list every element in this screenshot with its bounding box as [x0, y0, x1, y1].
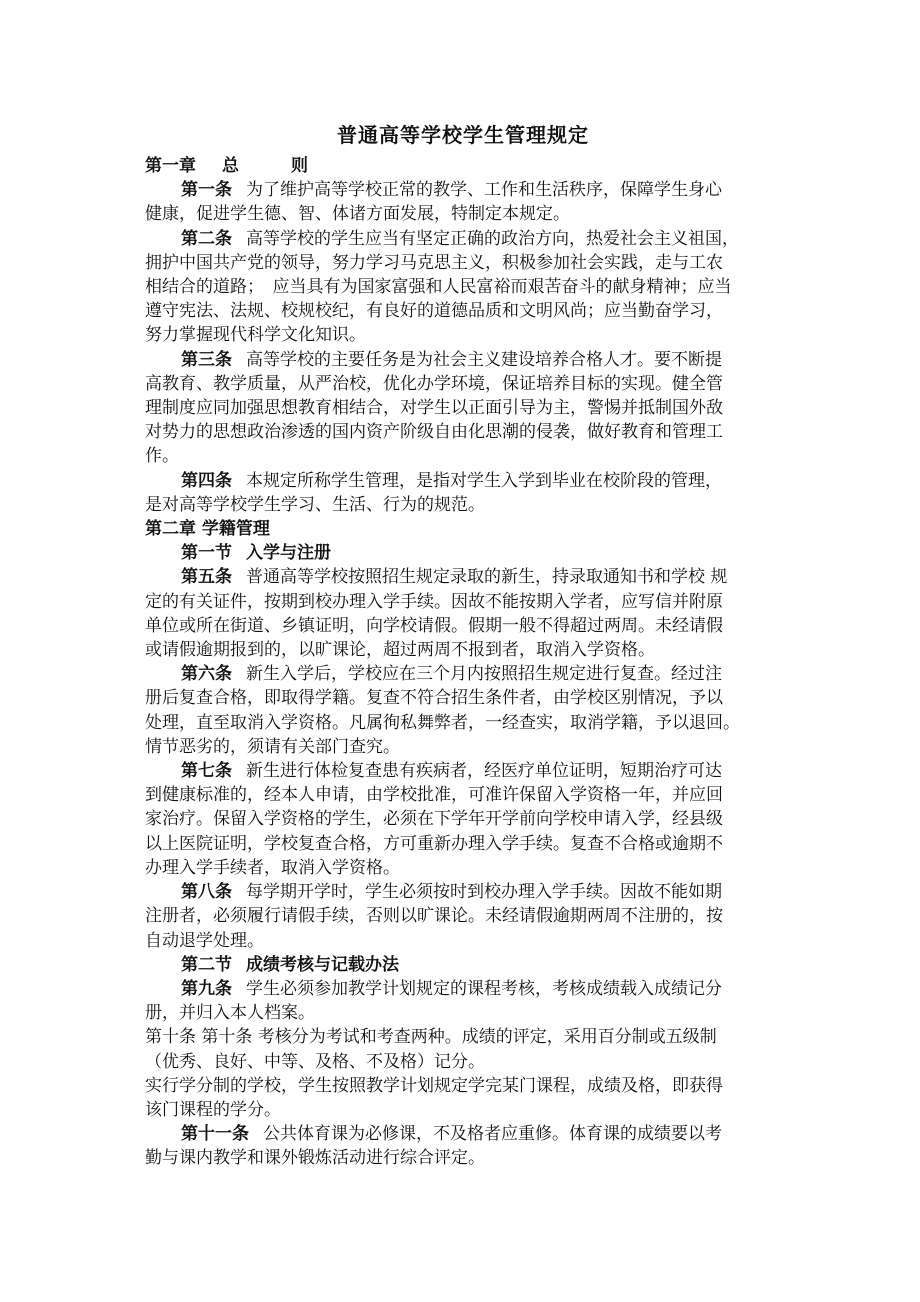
article-3-label: 第三条	[181, 349, 232, 370]
article-1-label: 第一条	[181, 180, 232, 201]
article-10-line-4: 该门课程的学分。	[145, 1099, 281, 1120]
chapter-1-title-part-1: 总	[222, 156, 239, 176]
article-6-line-2: 册后复查合格，即取得学籍。复查不符合招生条件者，由学校区别情况，予以	[145, 688, 723, 709]
article-1-line-2: 健康，促进学生德、智、体诸方面发展，特制定本规定。	[145, 204, 570, 225]
article-7-label: 第七条	[181, 761, 232, 782]
article-11-line-1: 第十一条 公共体育课为必修课，不及格者应重修。体育课的成绩要以考	[181, 1124, 722, 1145]
article-5-label: 第五条	[181, 567, 232, 588]
document-title: 普通高等学校学生管理规定	[337, 123, 589, 147]
article-3-line-5: 作。	[145, 446, 179, 467]
article-6-label: 第六条	[181, 664, 232, 685]
article-2-label: 第二条	[181, 228, 232, 249]
article-6-line-3: 处理，直至取消入学资格。凡属徇私舞弊者，一经查实，取消学籍，予以退回。	[145, 712, 740, 733]
section-1-label: 第一节	[181, 543, 232, 564]
article-5-line-1: 第五条 普通高等学校按照招生规定录取的新生，持录取通知书和学校 规	[181, 567, 728, 588]
article-4-label: 第四条	[181, 470, 232, 491]
article-7-line-2: 到健康标准的，经本人申请，由学校批准，可准许保留入学资格一年，并应回	[145, 785, 723, 806]
article-4-line-2: 是对高等学校学生学习、生活、行为的规范。	[145, 494, 485, 515]
section-1-heading	[145, 541, 781, 565]
article-10-line-1: 第十条 第十条 考核分为考试和考查两种。成绩的评定，采用百分制或五级制	[145, 1027, 717, 1048]
section-1-title: 入学与注册	[246, 543, 331, 564]
article-10-line-3: 实行学分制的学校，学生按照教学计划规定学完某门课程，成绩及格，即获得	[145, 1075, 723, 1096]
article-10-line-2: （优秀、良好、中等、及格、不及格）记分。	[145, 1051, 485, 1072]
article-1-line-1: 第一条 为了维护高等学校正常的教学、工作和生活秩序，保障学生身心	[181, 180, 722, 201]
section-2-title: 成绩考核与记载办法	[246, 954, 399, 975]
article-11-label: 第十一条	[181, 1124, 249, 1145]
chapter-2-heading: 第二章 学籍管理	[145, 519, 270, 540]
section-2-heading	[145, 953, 781, 977]
article-9-line-2: 册，并归入本人档案。	[145, 1003, 315, 1024]
chapter-1-heading	[145, 154, 781, 178]
article-9-label: 第九条	[181, 978, 232, 999]
article-3-line-3: 理制度应同加强思想教育相结合，对学生以正面引导为主，警惕并抵制国外敌	[145, 398, 723, 419]
article-7-line-4: 以上医院证明，学校复查合格，方可重新办理入学手续。复查不合格或逾期不	[145, 833, 723, 854]
article-5-line-4: 或请假逾期报到的，以旷课论，超过两周不报到者，取消入学资格。	[145, 640, 655, 661]
article-2-line-2: 拥护中国共产党的领导，努力学习马克思主义，积极参加社会实践，走与工农	[145, 252, 723, 273]
article-8-line-1: 第八条 每学期开学时，学生必须按时到校办理入学手续。因故不能如期	[181, 882, 722, 903]
article-5-line-3: 单位或所在街道、乡镇证明，向学校请假。假期一般不得超过两周。未经请假	[145, 615, 723, 636]
article-3-line-4: 对势力的思想政治渗透的国内资产阶级自由化思潮的侵袭，做好教育和管理工	[145, 422, 723, 443]
article-2-line-5: 努力掌握现代科学文化知识。	[145, 325, 366, 346]
article-3-line-1: 第三条 高等学校的主要任务是为社会主义建设培养合格人才。要不断提	[181, 349, 722, 370]
article-3-line-2: 高教育、教学质量，从严治校，优化办学环境，保证培养目标的实现。健全管	[145, 373, 723, 394]
article-4-line-1: 第四条 本规定所称学生管理，是指对学生入学到毕业在校阶段的管理，	[181, 470, 722, 491]
article-6-line-1: 第六条 新生入学后，学校应在三个月内按照招生规定进行复查。经过注	[181, 664, 722, 685]
article-8-label: 第八条	[181, 882, 232, 903]
chapter-1-title-part-2: 则	[291, 156, 308, 176]
article-2-line-4: 遵守宪法、法规、校规校纪，有良好的道德品质和文明风尚；应当勤奋学习，	[145, 301, 723, 322]
article-11-line-2: 勤与课内教学和课外锻炼活动进行综合评定。	[145, 1148, 485, 1169]
article-7-line-3: 家治疗。保留入学资格的学生，必须在下学年开学前向学校申请入学，经县级	[145, 809, 723, 830]
article-8-line-2: 注册者，必须履行请假手续，否则以旷课论。未经请假逾期两周不注册的，按	[145, 906, 723, 927]
article-5-line-2: 定的有关证件，按期到校办理入学手续。因故不能按期入学者，应写信并附原	[145, 591, 723, 612]
article-7-line-5: 办理入学手续者，取消入学资格。	[145, 857, 400, 878]
section-2-label: 第二节	[181, 954, 232, 975]
article-2-line-3: 相结合的道路； 应当具有为国家富强和人民富裕而艰苦奋斗的献身精神；应当	[145, 277, 732, 298]
chapter-1-label: 第一章	[145, 156, 196, 176]
article-2-line-1: 第二条 高等学校的学生应当有坚定正确的政治方向，热爱社会主义祖国，	[181, 228, 739, 249]
document-page	[145, 118, 781, 1171]
article-8-line-3: 自动退学处理。	[145, 930, 264, 951]
article-6-line-4: 情节恶劣的，须请有关部门查究。	[145, 736, 400, 757]
article-9-line-1: 第九条 学生必须参加教学计划规定的课程考核，考核成绩载入成绩记分	[181, 978, 722, 999]
article-7-line-1: 第七条 新生进行体检复查患有疾病者，经医疗单位证明，短期治疗可达	[181, 761, 722, 782]
